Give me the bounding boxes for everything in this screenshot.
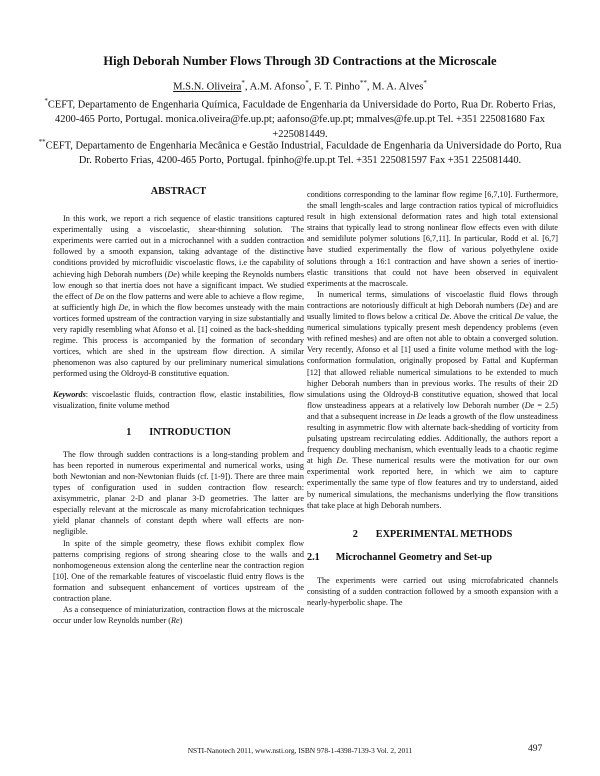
- paper-title: High Deborah Number Flows Through 3D Contractions at the Microscale: [103, 54, 497, 68]
- intro-paragraph-1: The flow through sudden contractions is a long-standing problem and has been reported in numerous experimental and numerical works, using both Newtonian and non-Newtonian fluids (cf. [1-9]). There are three main types of configuration used in sudden contraction flow research: axisymmetric, planar 2-D and planar 3-D geometries. The latter are especially relevant at the microscale as many microfabrication techniques yield planar channels of constant depth where wall effects are non-negligible.: [53, 449, 304, 537]
- abstract-paragraph: In this work, we report a rich sequence of elastic transitions captured experimentally using a viscoelastic, shear-thinning solution. The experiments were carried out in a microchannel with a sudden contraction followed by a smooth expansion, taking advantage of the distinctive conditions provided by microfluidic viscoelastic flows, i.e the capability of achieving high Deborah numbers (De) while keeping the Reynolds numbers low enough so that inertia does not have a significant impact. We studied the effect of De on the flow patterns and were able to achieve a flow regime, at sufficiently high De, in which the flow becomes unsteady with the main vortices formed upstream of the contraction varying in size substantially and very rapidly resembling what Afonso et al. [1] coined as the back-shedding regime. This process is accompanied by the formation of secondary vortices, which are shed in the upstream flow direction. A similar phenomenon was also captured by our preliminary numerical simulations performed using the Oldroyd-B constitutive equation.: [53, 214, 305, 379]
- right-column: [307, 189, 558, 608]
- page-number: 497: [528, 744, 543, 754]
- author-mark: *: [241, 79, 245, 87]
- author-name: A.M. Afonso: [249, 81, 306, 93]
- affiliation-mark: *: [44, 97, 48, 105]
- affiliation-mark: **: [38, 138, 46, 146]
- intro-paragraph-2: In spite of the simple geometry, these flows exhibit complex flow patterns comprising regions of strong shearing close to the walls and nonhomogeneous extension along the centerline near the contraction region [10]. One of the remarkable features of viscoelastic fluid entry flows is the formation and subsequent enhancement of vortices upstream of the contraction plane.: [53, 538, 304, 603]
- abstract-heading: ABSTRACT: [150, 186, 207, 197]
- affiliation-2: [36, 135, 564, 169]
- methods-paragraph-1: The experiments were carried out using microfabricated channels consisting of a sudden contraction followed by a smooth expansion with a nearly-hyperbolic shape. The: [307, 575, 558, 608]
- section-2-heading: 2 EXPERIMENTAL METHODS: [352, 528, 513, 540]
- page-footer: NSTI-Nanotech 2011, www.nsti.org, ISBN 978-1-4398-7139-3 Vol. 2, 2011: [187, 746, 413, 755]
- author-name: M. A. Alves: [372, 81, 424, 93]
- intro-paragraph-5: In numerical terms, simulations of viscoelastic fluid flows through contractions are notoriously difficult at high Deborah numbers (De) and are usually limited to flows below a critical De. Above the critical De value, the numerical simulations typically present mesh dependency problems (even with refined meshes) and are often not able to obtain a converged solution. Very recently, Afonso et al [1] used a finite volume method with the log-conformation formulation, originally proposed by Fattal and Kupferman [12] that allowed reliable numerical simulations to be extended to much higher Deborah numbers than in previous works. The results of their 2D simulations using the Oldroyd-B constitutive equation, showed that local flow unsteadiness appears at a relatively low Deborah number (De = 2.5) and that a subsequent increase in De leads a growth of the flow unsteadiness resulting in asymmetric flow with alternate back-shedding of vorticity from pulsating upstream recirculating eddies. Additionally, the authors report a frequency doubling mechanism, which eventually leads to a chaotic regime at high De. These numerical results were the motivation for our own experimental work reported here, in which we aim to capture experimentally the same type of flow features and try to understand, aided by numerical simulations, the mechanisms underlying the flow transitions that take place at high Deborah numbers.: [307, 289, 559, 510]
- intro-paragraph-3: As a consequence of miniaturization, contraction flows at the microscale occur under low Reynolds number (Re): [53, 605, 304, 626]
- intro-paragraph-4: conditions corresponding to the laminar flow regime [6,7,10]. Furthermore, the small length-scales and large contraction ratios typical of microfluidics result in high extensional deformation rates and high total extensional strains that typically lead to strong nonlinear flow effects even with dilute and semidilute polymer solutions [6,7,11]. In particular, Rodd et al. [6,7] have studied experimentally the flow of various polyethylene oxide solutions through a 16:1 contraction and have shown a series of inertio-elastic transitions that could not have been observed in equivalent experiments at the macroscale.: [307, 190, 558, 288]
- author-mark: *: [423, 79, 427, 87]
- section-1-heading: 1 INTRODUCTION: [126, 426, 231, 438]
- affiliation-text: CEFT, Departamento de Engenharia Mecânica e Gestão Industrial, Faculdade de Engenharia da Universidade do Porto, Rua Dr. Roberto Frias, 4200-465 Porto, Portugal. fpinho@fe.up.pt Tel. +351 225081597 Fax +351 225081440.: [45, 140, 562, 167]
- affiliation-text: CEFT, Departamento de Engenharia Química, Faculdade de Engenharia da Universidade do Porto, Rua Dr. Roberto Frias, 4200-465 Porto, Portugal. monica.oliveira@fe.up.pt; aafonso@fe.up.pt; mmalves@fe.up.pt Tel. +351 225081680 Fax +225081449.: [47, 99, 556, 140]
- author-mark: *: [305, 79, 309, 87]
- author-mark: **: [359, 79, 367, 87]
- subsection-2-1-heading: 2.1 Microchannel Geometry and Set-up: [307, 551, 493, 563]
- author-name: F. T. Pinho: [314, 81, 360, 93]
- author-name: M.S.N. Oliveira: [173, 81, 242, 93]
- author-list: M.S.N. Oliveira*, A.M. Afonso*, F. T. Pinho**, M. A. Alves*: [173, 79, 427, 93]
- keywords: Keywords: viscoelastic fluids, contraction flow, elastic instabilities, flow visualization, finite volume method: [53, 389, 304, 410]
- left-column: [53, 186, 304, 626]
